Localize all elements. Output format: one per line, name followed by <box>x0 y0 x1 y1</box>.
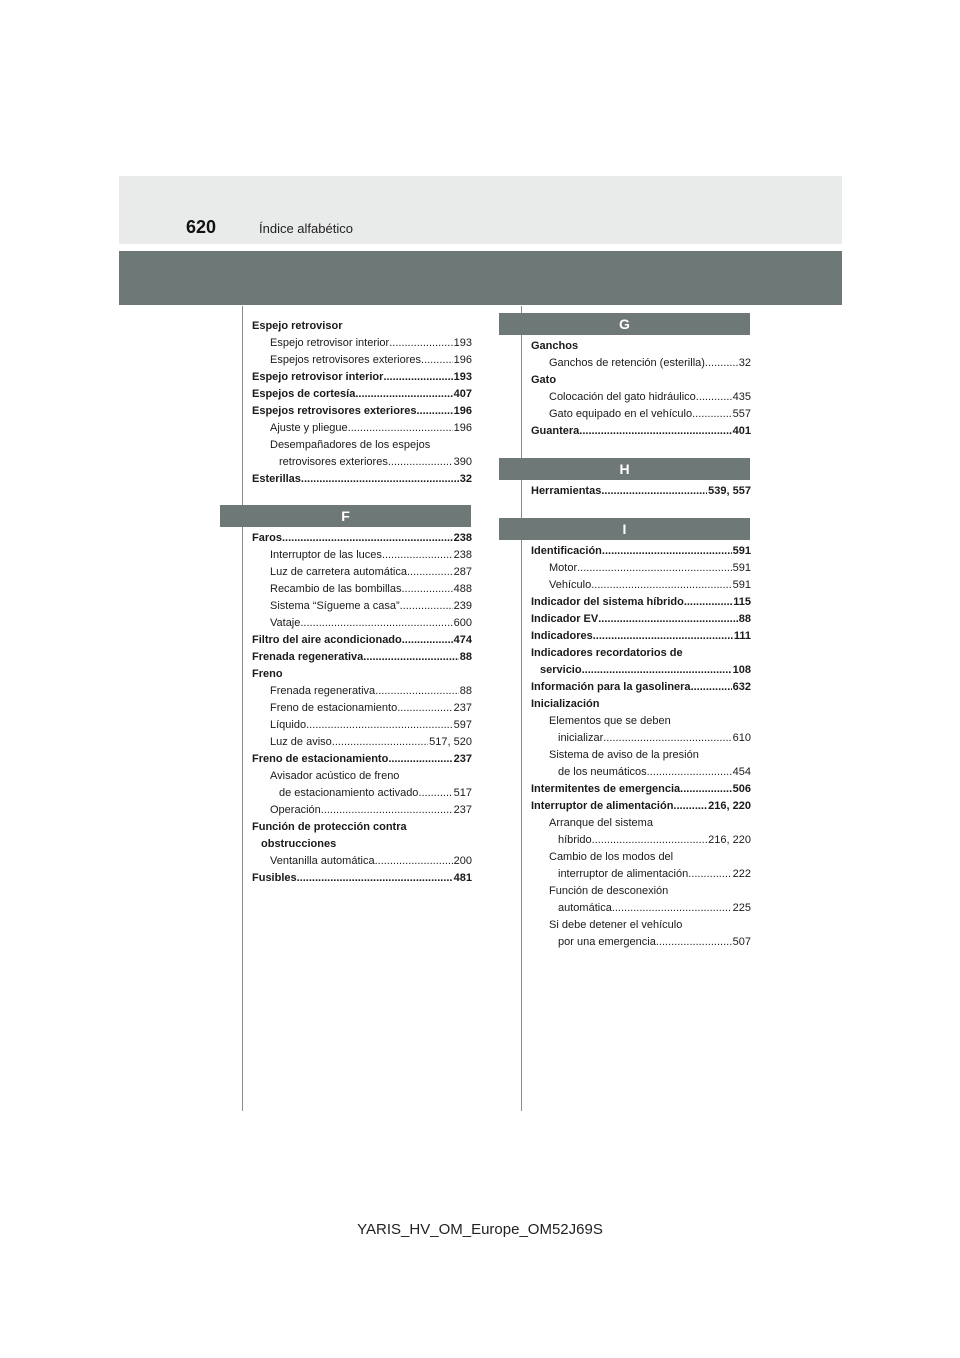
entry-label: Sistema “Sígueme a casa” <box>270 600 400 612</box>
entry-page: 196 <box>453 354 472 366</box>
entry-label: Frenada regenerativa <box>252 651 364 663</box>
dot-leader <box>582 662 732 679</box>
dot-leader <box>692 406 732 423</box>
index-entry: Indicadores recordatorios de <box>531 647 683 659</box>
dot-leader <box>355 386 452 403</box>
index-group-h <box>531 483 751 500</box>
entry-page: 225 <box>732 902 751 914</box>
dot-leader <box>598 611 738 628</box>
index-entry: Sistema de aviso de la presión <box>549 749 699 761</box>
index-entry <box>252 386 472 403</box>
entry-page: 238 <box>453 549 472 561</box>
dot-leader <box>306 717 453 734</box>
entry-label: Fusibles <box>252 872 297 884</box>
dot-leader <box>592 832 708 849</box>
index-entry <box>252 870 472 887</box>
entry-page: 216, 220 <box>708 800 751 812</box>
index-entry: Inicialización <box>531 698 600 710</box>
entry-label: Información para la gasolinera <box>531 681 691 693</box>
entry-label: Indicadores <box>531 630 593 642</box>
index-entry <box>531 662 751 679</box>
entry-label: Frenada regenerativa <box>270 685 376 697</box>
index-entry: Cambio de los modos del <box>549 851 674 863</box>
dot-leader <box>401 581 452 598</box>
entry-label: Interruptor de alimentación <box>531 800 674 812</box>
index-entry <box>252 471 472 488</box>
dot-leader <box>612 900 732 917</box>
entry-label: híbrido <box>558 834 592 846</box>
letter-heading-f: F <box>220 505 471 527</box>
entry-label: Filtro del aire acondicionado <box>252 634 402 646</box>
column-divider-left <box>242 306 243 1111</box>
dot-leader <box>603 730 731 747</box>
entry-label: Vehículo <box>549 579 592 591</box>
index-entry <box>531 389 751 406</box>
dot-leader <box>602 543 732 560</box>
entry-label: por una emergencia <box>558 936 656 948</box>
index-entry: Freno <box>252 668 283 680</box>
dot-leader <box>402 632 453 649</box>
dot-leader <box>680 781 731 798</box>
entry-label: Freno de estacionamiento <box>252 753 389 765</box>
index-entry <box>252 717 472 734</box>
dot-leader <box>579 423 731 440</box>
dot-leader <box>400 598 453 615</box>
dot-leader <box>656 934 732 951</box>
entry-page: 591 <box>732 562 751 574</box>
dot-leader <box>375 853 453 870</box>
dot-leader <box>421 352 453 369</box>
index-entry <box>531 594 751 611</box>
dot-leader <box>407 564 453 581</box>
entry-label: Colocación del gato hidráulico <box>549 391 696 403</box>
entry-page: 506 <box>732 783 751 795</box>
entry-label: Ganchos de retención (esterilla) <box>549 357 705 369</box>
entry-page: 237 <box>453 753 472 765</box>
index-entry: Si debe detener el vehículo <box>549 919 683 931</box>
index-entry <box>531 934 751 951</box>
index-entry <box>252 403 472 420</box>
index-entry <box>252 802 472 819</box>
entry-label: Espejos retrovisores exteriores <box>252 405 417 417</box>
entry-page: 88 <box>459 651 472 663</box>
index-column-left <box>252 318 472 488</box>
entry-label: Luz de aviso <box>270 736 332 748</box>
entry-label: Espejos de cortesía <box>252 388 356 400</box>
entry-page: 390 <box>453 456 472 468</box>
index-entry <box>531 355 751 372</box>
dot-leader <box>363 649 458 666</box>
entry-label: Espejo retrovisor interior <box>252 371 384 383</box>
entry-page: 222 <box>732 868 751 880</box>
index-entry <box>252 420 472 437</box>
entry-page: 287 <box>453 566 472 578</box>
entry-label: Espejo retrovisor interior <box>270 337 390 349</box>
index-entry <box>252 454 472 471</box>
entry-page: 591 <box>732 545 751 557</box>
index-entry <box>531 611 751 628</box>
index-entry <box>531 832 751 849</box>
dot-leader <box>375 683 459 700</box>
index-entry <box>531 628 751 645</box>
entry-label: Ventanilla automática <box>270 855 375 867</box>
dot-leader <box>321 802 453 819</box>
entry-page: 454 <box>732 766 751 778</box>
dot-leader <box>382 547 453 564</box>
entry-label: Indicador del sistema híbrido <box>531 596 684 608</box>
entry-label: Luz de carretera automática <box>270 566 407 578</box>
index-group-g <box>531 338 751 440</box>
entry-label: de estacionamiento activado <box>279 787 419 799</box>
entry-label: Recambio de las bombillas <box>270 583 402 595</box>
index-group-e <box>252 318 472 488</box>
index-entry <box>252 369 472 386</box>
index-entry <box>252 335 472 352</box>
letter-heading-h: H <box>499 458 750 480</box>
index-entry: Espejo retrovisor <box>252 320 343 332</box>
section-band <box>119 251 842 305</box>
index-entry <box>252 700 472 717</box>
entry-page: 193 <box>453 337 472 349</box>
entry-label: Guantera <box>531 425 580 437</box>
dot-leader <box>684 594 732 611</box>
entry-page: 597 <box>453 719 472 731</box>
footer-doc-id: YARIS_HV_OM_Europe_OM52J69S <box>357 1221 603 1238</box>
index-entry: Arranque del sistema <box>549 817 653 829</box>
entry-label: retrovisores exteriores <box>279 456 388 468</box>
index-entry <box>252 683 472 700</box>
entry-page: 239 <box>453 600 472 612</box>
index-entry <box>252 853 472 870</box>
index-entry: Función de desconexión <box>549 885 669 897</box>
index-entry <box>531 764 751 781</box>
dot-leader <box>673 798 707 815</box>
index-entry <box>252 547 472 564</box>
entry-page: 517, 520 <box>429 736 472 748</box>
index-entry <box>531 543 751 560</box>
index-entry <box>252 615 472 632</box>
entry-label: Ajuste y pliegue <box>270 422 348 434</box>
entry-label: Gato equipado en el vehículo <box>549 408 693 420</box>
entry-label: servicio <box>540 664 582 676</box>
index-entry <box>531 866 751 883</box>
index-entry <box>531 577 751 594</box>
index-entry <box>252 581 472 598</box>
index-entry <box>252 751 472 768</box>
entry-label: Freno de estacionamiento <box>270 702 398 714</box>
dot-leader <box>300 615 452 632</box>
entry-label: Indicador EV <box>531 613 599 625</box>
entry-page: 610 <box>732 732 751 744</box>
dot-leader <box>388 454 453 471</box>
index-entry <box>252 734 472 751</box>
entry-page: 474 <box>453 634 472 646</box>
index-entry <box>531 730 751 747</box>
index-entry <box>252 632 472 649</box>
entry-page: 488 <box>453 583 472 595</box>
entry-label: Esterillas <box>252 473 301 485</box>
dot-leader <box>282 530 453 547</box>
entry-label: Faros <box>252 532 282 544</box>
entry-label: Interruptor de las luces <box>270 549 382 561</box>
index-entry: Función de protección contra <box>252 821 407 833</box>
entry-page: 539, 557 <box>708 485 751 497</box>
dot-leader <box>332 734 428 751</box>
dot-leader <box>418 785 452 802</box>
entry-page: 111 <box>733 630 751 642</box>
index-entry <box>531 423 751 440</box>
index-entry: Avisador acústico de freno <box>270 770 400 782</box>
entry-page: 32 <box>738 357 751 369</box>
index-entry <box>252 352 472 369</box>
entry-page: 196 <box>453 405 472 417</box>
index-entry <box>252 598 472 615</box>
dot-leader <box>591 577 731 594</box>
entry-page: 193 <box>453 371 472 383</box>
column-divider-right <box>521 306 522 1111</box>
entry-page: 115 <box>733 596 751 608</box>
index-entry: Gato <box>531 374 557 386</box>
index-entry <box>252 530 472 547</box>
entry-label: Motor <box>549 562 578 574</box>
index-entry <box>252 649 472 666</box>
entry-page: 237 <box>453 804 472 816</box>
entry-page: 32 <box>459 473 472 485</box>
dot-leader <box>577 560 732 577</box>
dot-leader <box>348 420 453 437</box>
dot-leader <box>593 628 733 645</box>
entry-page: 557 <box>732 408 751 420</box>
entry-label: Intermitentes de emergencia <box>531 783 681 795</box>
entry-page: 407 <box>453 388 472 400</box>
entry-page: 632 <box>732 681 751 693</box>
page-number: 620 <box>186 217 217 237</box>
entry-page: 88 <box>459 685 472 697</box>
letter-heading-g: G <box>499 313 750 335</box>
index-entry <box>531 781 751 798</box>
dot-leader <box>688 866 731 883</box>
index-group-f <box>252 530 472 887</box>
dot-leader <box>647 764 732 781</box>
index-entry <box>531 483 751 500</box>
entry-label: Identificación <box>531 545 602 557</box>
entry-page: 216, 220 <box>708 834 751 846</box>
index-entry: Ganchos <box>531 340 579 352</box>
dot-leader <box>297 870 453 887</box>
entry-page: 196 <box>453 422 472 434</box>
dot-leader <box>383 369 452 386</box>
entry-page: 401 <box>732 425 751 437</box>
dot-leader <box>301 471 459 488</box>
page-title: Índice alfabético <box>259 221 353 236</box>
entry-label: Espejos retrovisores exteriores <box>270 354 422 366</box>
entry-page: 88 <box>738 613 751 625</box>
entry-label: Líquido <box>270 719 307 731</box>
header-band <box>119 176 842 244</box>
entry-page: 200 <box>453 855 472 867</box>
dot-leader <box>416 403 452 420</box>
entry-page: 481 <box>453 872 472 884</box>
index-entry <box>531 560 751 577</box>
entry-page: 108 <box>732 664 751 676</box>
entry-page: 238 <box>453 532 472 544</box>
entry-page: 591 <box>732 579 751 591</box>
index-entry: Elementos que se deben <box>549 715 671 727</box>
letter-heading-i: I <box>499 518 750 540</box>
index-entry <box>531 406 751 423</box>
entry-label: de los neumáticos <box>558 766 647 778</box>
dot-leader <box>389 335 452 352</box>
entry-label: automática <box>558 902 612 914</box>
index-entry <box>531 798 751 815</box>
dot-leader <box>388 751 452 768</box>
entry-page: 435 <box>732 391 751 403</box>
entry-label: Herramientas <box>531 485 602 497</box>
dot-leader <box>601 483 707 500</box>
index-group-i <box>531 543 751 951</box>
index-entry <box>531 900 751 917</box>
entry-label: Vataje <box>270 617 301 629</box>
dot-leader <box>705 355 738 372</box>
entry-page: 507 <box>732 936 751 948</box>
entry-label: Operación <box>270 804 321 816</box>
dot-leader <box>696 389 732 406</box>
entry-label: inicializar <box>558 732 604 744</box>
entry-label: interruptor de alimentación <box>558 868 689 880</box>
entry-page: 237 <box>453 702 472 714</box>
entry-page: 600 <box>453 617 472 629</box>
index-entry <box>531 679 751 696</box>
index-entry: Desempañadores de los espejos <box>270 439 431 451</box>
index-entry <box>252 785 472 802</box>
dot-leader <box>397 700 452 717</box>
index-entry <box>252 564 472 581</box>
dot-leader <box>691 679 732 696</box>
index-entry: obstrucciones <box>261 838 337 850</box>
entry-page: 517 <box>453 787 472 799</box>
